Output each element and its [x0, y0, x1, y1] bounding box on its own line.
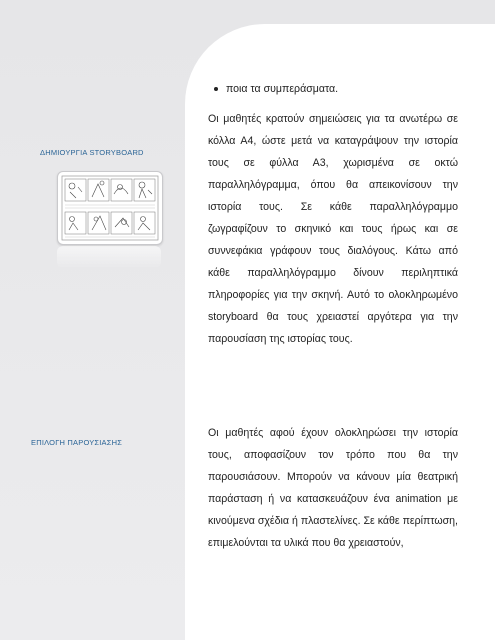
- paragraph-storyboard: Οι μαθητές κρατούν σημειώσεις για τα ανωτέρω σε κόλλα Α4, ώστε μετά να καταγράψουν την ιστορία τους σε φύλλα Α3, χωρισμένα σε οκτώ παραλληλόγραμμα, όπου θα απεικονίσουν την ιστορία τους. Σε κάθε παραλληλόγραμμο ζωγραφίζουν το σκηνικό και τους ήρως και σε συννεφάκια γράφουν τους διαλόγους. Κάτω από κάθε παραλληλόγραμμο δίνουν περιληπτικά πληροφορίες για την σκηνή. Αυτό το ολοκληρωμένο storyboard θα τους χρειαστεί αργότερα για την παρουσίαση της ιστορίας τους.: [208, 113, 458, 345]
- bullet-icon: [214, 87, 218, 91]
- thumbnail-reflection: [57, 246, 161, 268]
- paragraph-presentation: Οι μαθητές αφού έχουν ολοκληρώσει την ιστορία τους, αποφασίζουν τον τρόπο που θα την παρουσιάσουν. Μπορούν να κάνουν μία θεατρική παράσταση ή να κατασκευάζουν ένα animation με κινούμενα σχέδια ή πλαστελίνες. Σε κάθε περίπτωση, επιμελούνται τα υλικά που θα χρειαστούν,: [208, 427, 458, 549]
- section-label-storyboard: ΔΗΜΙΟΥΡΓΙΑ STORYBOARD: [40, 148, 144, 157]
- storyboard-thumbnail: [57, 171, 163, 245]
- storyboard-sketch-icon: [58, 172, 162, 244]
- section-label-presentation: ΕΠΙΛΟΓΗ ΠΑΡΟΥΣΙΑΣΗΣ: [31, 438, 123, 447]
- bullet-item: ποια τα συμπεράσματα.: [226, 83, 339, 95]
